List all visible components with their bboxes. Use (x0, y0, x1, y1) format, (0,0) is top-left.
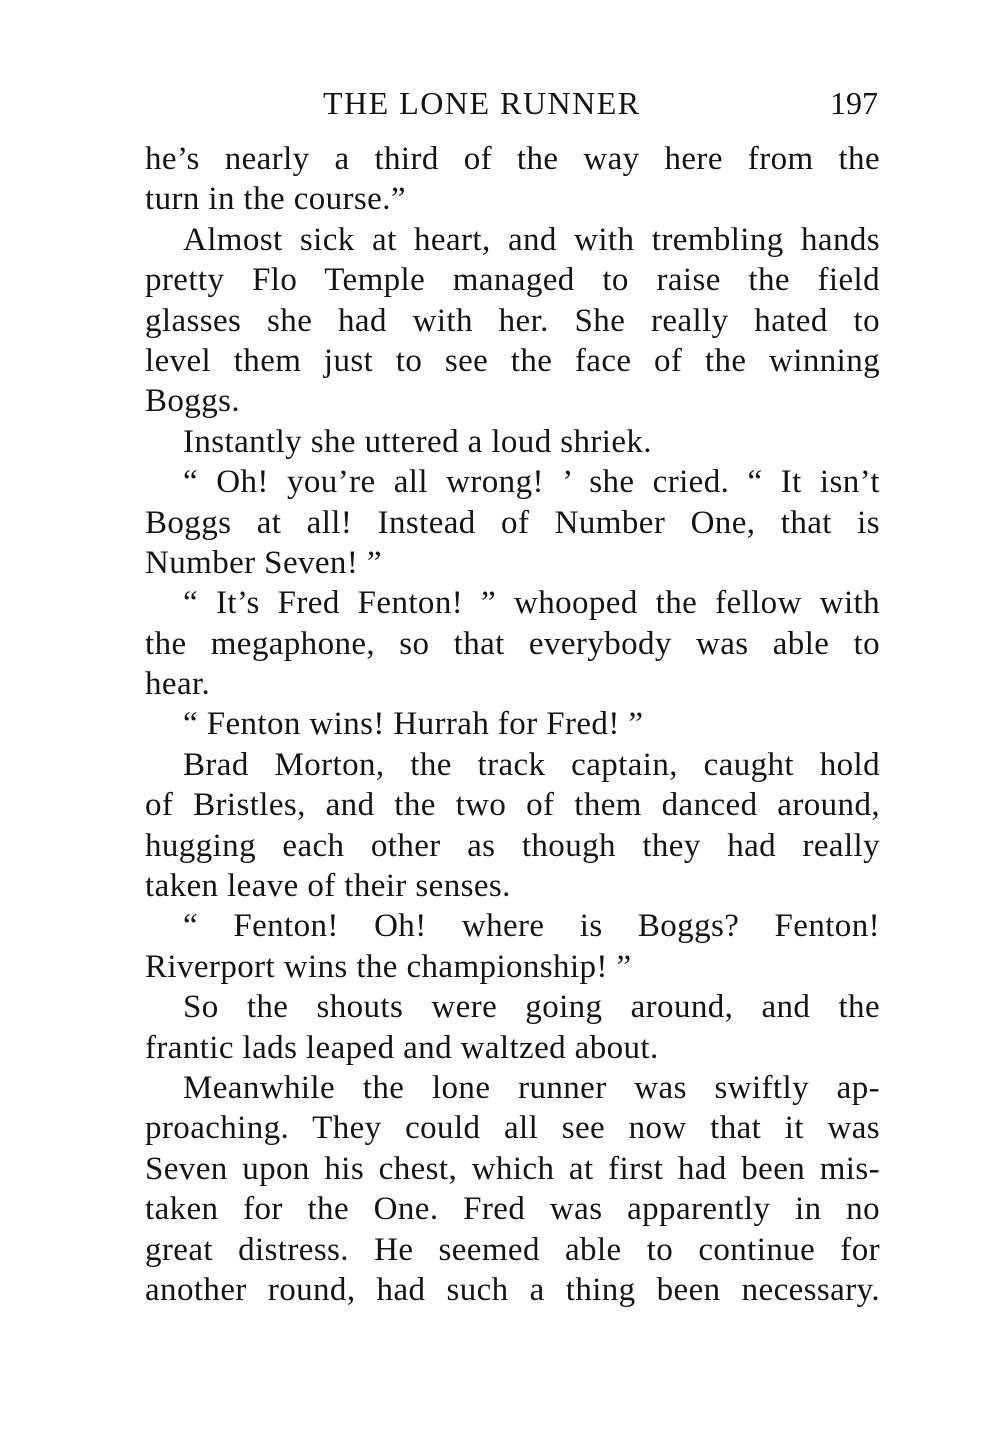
text-line: frantic lads leaped and waltzed about. (145, 1029, 659, 1066)
text-line: turn in the course.” (145, 181, 406, 218)
text-line: Boggs. (145, 383, 241, 420)
text-line: great distress. He seemed able to continue for (145, 1231, 880, 1268)
text-line: of Bristles, and the two of them danced around, (145, 787, 880, 824)
text-line: Riverport wins the championship! ” (145, 948, 632, 985)
text-line: Seven upon his chest, which at first had been mis- (145, 1150, 880, 1187)
text-line: level them just to see the face of the winning (145, 342, 880, 379)
text-line: the megaphone, so that everybody was able to (145, 625, 880, 662)
text-line: proaching. They could all see now that it was (145, 1110, 880, 1147)
text-line: hear. (145, 666, 211, 703)
running-head (145, 82, 880, 124)
text-line: he’s nearly a third of the way here from the (145, 141, 880, 177)
text-line: Meanwhile the lone runner was swiftly ap- (183, 1069, 880, 1106)
text-line: pretty Flo Temple managed to raise the field (145, 262, 880, 299)
page-number: 197 (830, 85, 878, 121)
text-line: So the shouts were going around, and the (183, 989, 880, 1026)
text-line: “ It’s Fred Fenton! ” whooped the fellow with (183, 585, 880, 622)
text-line: hugging each other as though they had really (145, 827, 880, 864)
text-line: “ Fenton wins! Hurrah for Fred! ” (183, 706, 644, 743)
text-line: another round, had such a thing been necessary. (145, 1271, 880, 1308)
text-line: taken leave of their senses. (145, 868, 511, 905)
text-line: “ Fenton! Oh! where is Boggs? Fenton! (183, 908, 880, 945)
text-line: Instantly she uttered a loud shriek. (183, 423, 652, 460)
running-title: THE LONE RUNNER (323, 85, 641, 121)
book-page (145, 82, 880, 1310)
text-line: Number Seven! ” (145, 544, 382, 581)
text-line: “ Oh! you’re all wrong! ’ she cried. “ It isn’t (183, 464, 880, 501)
text-line: Brad Morton, the track captain, caught hold (183, 746, 880, 783)
text-line: taken for the One. Fred was apparently in no (145, 1191, 880, 1228)
text-line: Almost sick at heart, and with trembling hands (183, 221, 880, 258)
text-line: Boggs at all! Instead of Number One, that is (145, 504, 880, 541)
body-text (145, 139, 880, 1310)
text-line: glasses she had with her. She really hated to (145, 302, 880, 339)
